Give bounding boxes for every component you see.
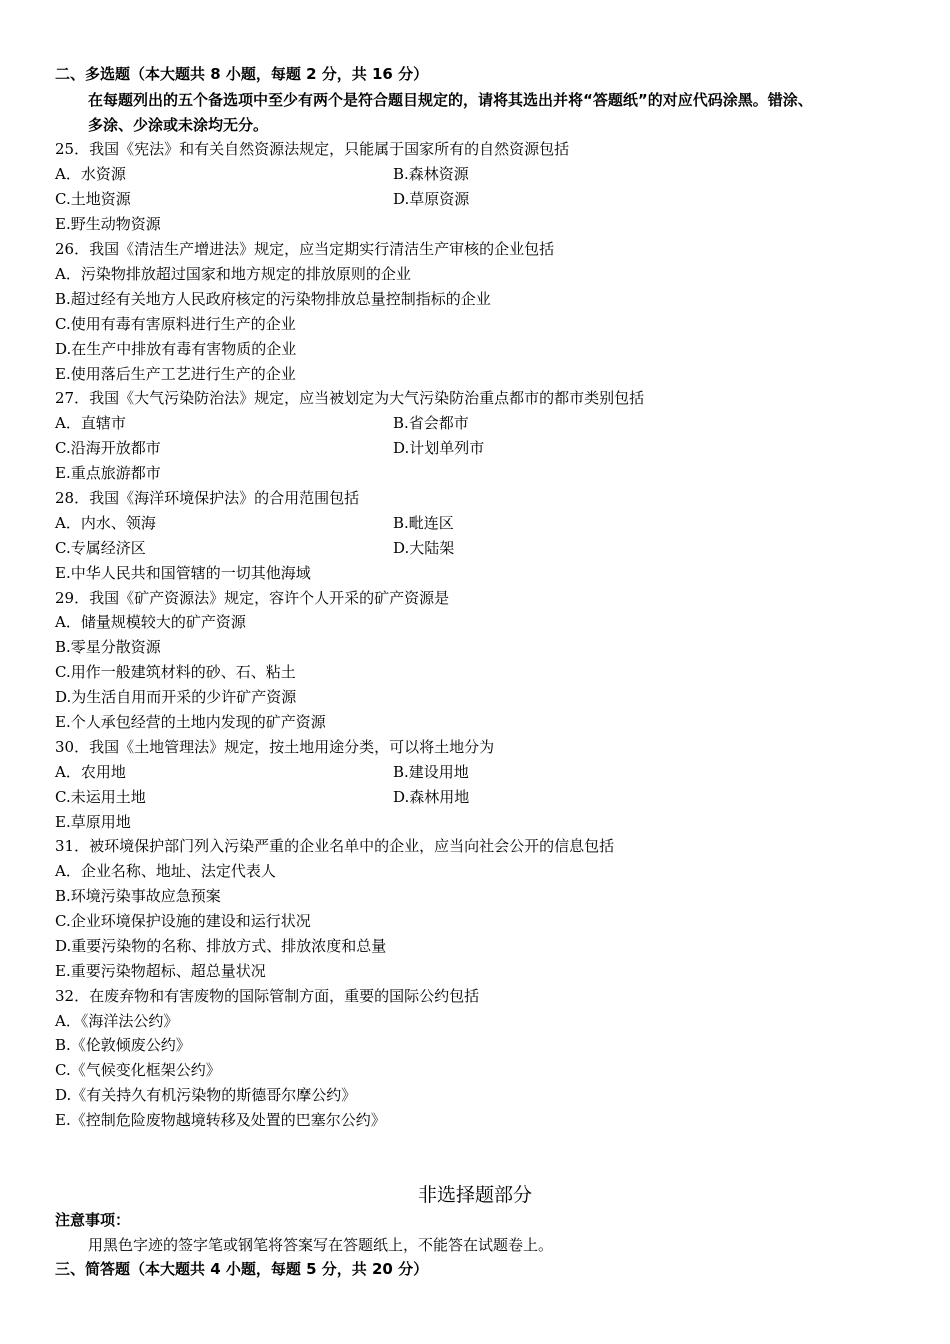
q28-option-b: B.毗连区 xyxy=(393,514,454,532)
section3-heading: 三、简答题（本大题共 4 小题，每题 5 分，共 20 分） xyxy=(55,1260,429,1278)
q31-option-e: E.重要污染物超标、超总量状况 xyxy=(55,962,266,980)
question-30-stem: 30．我国《土地管理法》规定，按土地用途分类，可以将土地分为 xyxy=(55,738,495,756)
q32-option-c: C.《气候变化框架公约》 xyxy=(55,1061,221,1079)
question-26-stem: 26．我国《清洁生产增进法》规定，应当定期实行清洁生产审核的企业包括 xyxy=(55,240,555,258)
q29-option-d: D.为生活自用而开采的少许矿产资源 xyxy=(55,688,297,706)
q31-option-b: B.环境污染事故应急预案 xyxy=(55,887,221,905)
q26-option-e: E.使用落后生产工艺进行生产的企业 xyxy=(55,365,296,383)
q26-option-d: D.在生产中排放有毒有害物质的企业 xyxy=(55,340,297,358)
section2-heading: 二、多选题（本大题共 8 小题，每题 2 分，共 16 分） xyxy=(55,65,429,83)
question-27-stem: 27．我国《大气污染防治法》规定，应当被划定为大气污染防治重点都市的都市类别包括 xyxy=(55,389,645,407)
q29-option-a: A．储量规模较大的矿产资源 xyxy=(55,613,246,631)
nonchoice-title: 非选择题部分 xyxy=(417,1184,532,1206)
q27-option-c: C.沿海开放都市 xyxy=(55,439,161,457)
q25-option-c: C.土地资源 xyxy=(55,190,131,208)
notice-label: 注意事项： xyxy=(55,1211,131,1229)
q31-option-c: C.企业环境保护设施的建设和运行状况 xyxy=(55,912,311,930)
q26-option-c: C.使用有毒有害原料进行生产的企业 xyxy=(55,315,296,333)
q27-option-b: B.省会都市 xyxy=(393,414,469,432)
q27-option-d: D.计划单列市 xyxy=(393,439,485,457)
question-28-stem: 28．我国《海洋环境保护法》的合用范围包括 xyxy=(55,489,360,507)
q32-option-e: E.《控制危险废物越境转移及处置的巴塞尔公约》 xyxy=(55,1111,386,1129)
q30-option-b: B.建设用地 xyxy=(393,763,469,781)
q32-option-a: A．《海洋法公约》 xyxy=(55,1012,179,1030)
q32-option-b: B.《伦敦倾废公约》 xyxy=(55,1036,191,1054)
q27-option-e: E.重点旅游都市 xyxy=(55,464,161,482)
q25-option-b: B.森林资源 xyxy=(393,165,469,183)
q26-option-b: B.超过经有关地方人民政府核定的污染物排放总量控制指标的企业 xyxy=(55,290,491,308)
q30-option-c: C.未运用土地 xyxy=(55,788,146,806)
question-32-stem: 32．在废弃物和有害废物的国际管制方面，重要的国际公约包括 xyxy=(55,987,480,1005)
q28-option-e: E.中华人民共和国管辖的一切其他海域 xyxy=(55,564,311,582)
section2-instruction-line1: 在每题列出的五个备选项中至少有两个是符合题目规定的，请将其选出并将“答题纸”的对应代码涂黑。错涂、 xyxy=(88,91,813,109)
section2-instruction-line2: 多涂、少涂或未涂均无分。 xyxy=(88,116,269,134)
notice-text: 用黑色字迹的签字笔或钢笔将答案写在答题纸上，不能答在试题卷上。 xyxy=(88,1236,554,1254)
q28-option-c: C.专属经济区 xyxy=(55,539,146,557)
q31-option-a: A．企业名称、地址、法定代表人 xyxy=(55,862,276,880)
question-25-stem: 25．我国《宪法》和有关自然资源法规定，只能属于国家所有的自然资源包括 xyxy=(55,140,570,158)
q28-option-d: D.大陆架 xyxy=(393,539,455,557)
q30-option-a: A．农用地 xyxy=(55,763,126,781)
q30-option-d: D.森林用地 xyxy=(393,788,470,806)
q29-option-c: C.用作一般建筑材料的砂、石、粘土 xyxy=(55,663,296,681)
q28-option-a: A．内水、领海 xyxy=(55,514,156,532)
q32-option-d: D.《有关持久有机污染物的斯德哥尔摩公约》 xyxy=(55,1086,357,1104)
q25-option-a: A．水资源 xyxy=(55,165,126,183)
q27-option-a: A．直辖市 xyxy=(55,414,126,432)
q30-option-e: E.草原用地 xyxy=(55,813,131,831)
question-29-stem: 29．我国《矿产资源法》规定，容许个人开采的矿产资源是 xyxy=(55,589,450,607)
q31-option-d: D.重要污染物的名称、排放方式、排放浓度和总量 xyxy=(55,937,387,955)
q26-option-a: A．污染物排放超过国家和地方规定的排放原则的企业 xyxy=(55,265,411,283)
q25-option-d: D.草原资源 xyxy=(393,190,470,208)
q29-option-b: B.零星分散资源 xyxy=(55,638,161,656)
question-31-stem: 31．被环境保护部门列入污染严重的企业名单中的企业，应当向社会公开的信息包括 xyxy=(55,837,615,855)
q25-option-e: E.野生动物资源 xyxy=(55,215,161,233)
q29-option-e: E.个人承包经营的土地内发现的矿产资源 xyxy=(55,713,326,731)
